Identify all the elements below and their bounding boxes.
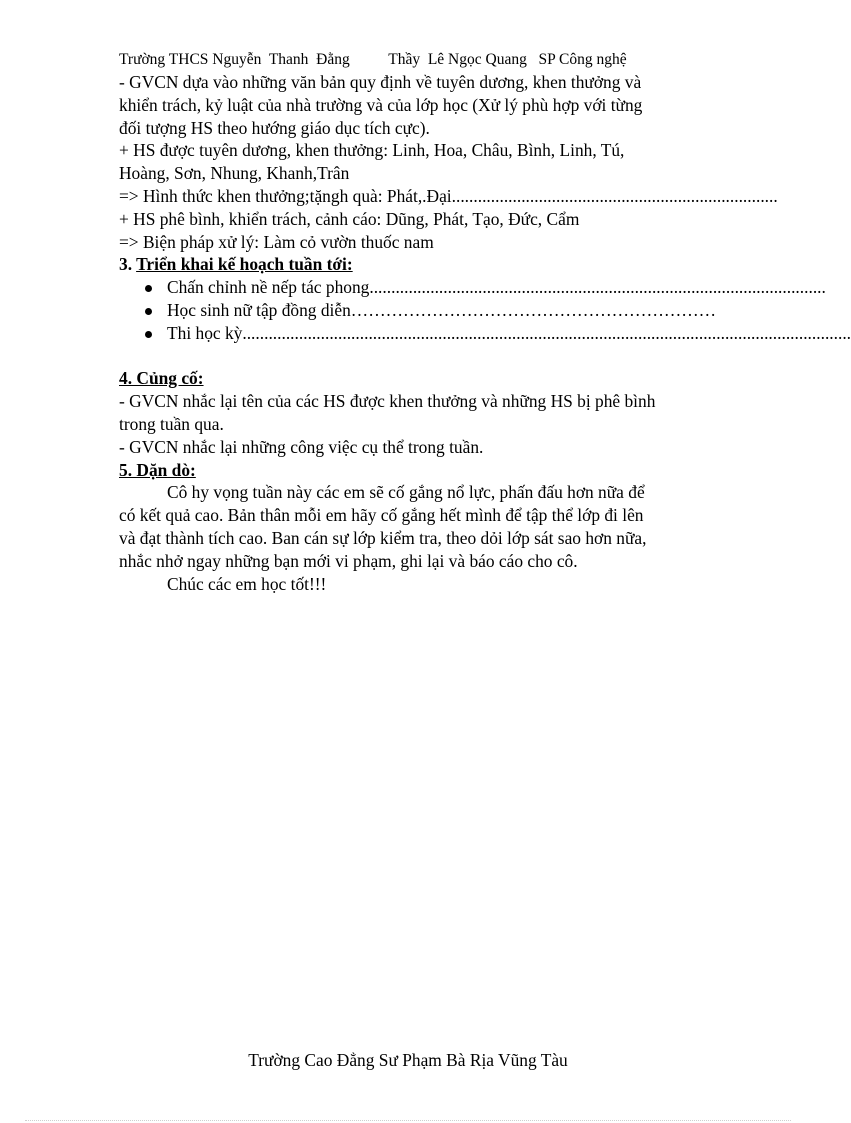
page-edge-divider [25, 1120, 791, 1121]
praised-students-line: + HS được tuyên dương, khen thưởng: Linh, Hoa, Châu, Bình, Linh, Tú, [119, 140, 625, 161]
section-3-number: 3. [119, 254, 133, 275]
plan-item-dots: ......................................................................................................... [369, 277, 826, 298]
instruction-line: có kết quả cao. Bản thân mỗi em hãy cố gắng hết mình để tập thể lớp đi lên [119, 505, 644, 526]
bullet-icon [145, 285, 152, 292]
section-5-heading [119, 459, 719, 482]
praised-students-line: Hoàng, Sơn, Nhung, Khanh,Trân [119, 163, 350, 184]
header-subject: SP Công nghệ [538, 51, 627, 68]
section-3-title: Triển khai kế hoạch tuần tới: [136, 254, 353, 275]
plan-item [119, 299, 719, 322]
review-line: khiển trách, kỷ luật của nhà trường và của lớp học (Xử lý phù hợp với từng [119, 94, 643, 115]
instruction-line: Cô hy vọng tuần này các em sẽ cố gắng nổ lực, phấn đấu hơn nữa để [167, 482, 645, 503]
section-3-heading [119, 253, 719, 276]
consolidation-line: trong tuần qua. [119, 413, 224, 434]
section-4-title: 4. Củng cố: [119, 368, 204, 389]
plan-item-text: Học sinh nữ tập đồng diễn [167, 299, 351, 320]
plan-item-dots: ……………………………………………………… [350, 299, 716, 320]
plan-item-dots: ............................................................................................................................................ [242, 322, 851, 343]
header-school: Trường THCS Nguyễn Thanh Đằng [119, 51, 350, 68]
review-line: - GVCN dựa vào những văn bản quy định về tuyên dương, khen thưởng và [119, 72, 642, 92]
criticized-students-line: + HS phê bình, khiển trách, cảnh cáo: Dũng, Phát, Tạo, Đức, Cẩm [119, 208, 580, 229]
blank-line [119, 345, 719, 368]
bullet-icon [145, 331, 152, 338]
plan-list [119, 276, 851, 344]
plan-item [119, 322, 851, 345]
closing-line: Chúc các em học tốt!!! [167, 573, 327, 594]
instruction-line: nhắc nhở ngay những bạn mới vi phạm, ghi lại và báo cáo cho cô. [119, 550, 578, 571]
bullet-icon [145, 308, 152, 315]
reward-form-line [119, 185, 778, 208]
document-body [119, 71, 851, 595]
instruction-line: và đạt thành tích cao. Ban cán sự lớp kiểm tra, theo dỏi lớp sát sao hơn nữa, [119, 527, 647, 548]
consolidation-line: - GVCN nhắc lại những công việc cụ thể trong tuần. [119, 436, 484, 457]
review-line: đối tượng HS theo hướng giáo dục tích cực). [119, 117, 430, 138]
section-5-title: 5. Dặn dò: [119, 459, 196, 480]
page-footer: Trường Cao Đẳng Sư Phạm Bà Rịa Vũng Tàu [248, 1050, 568, 1070]
plan-item [119, 276, 826, 299]
consolidation-line: - GVCN nhắc lại tên của các HS được khen thưởng và những HS bị phê bình [119, 391, 656, 412]
reward-form-text: => Hình thức khen thưởng;tặngh quà: Phát,.Đại [119, 185, 452, 206]
header-teacher: Thầy Lê Ngọc Quang [388, 51, 527, 68]
punishment-line: => Biện pháp xử lý: Làm cỏ vườn thuốc nam [119, 231, 434, 252]
section-4-heading [119, 367, 719, 390]
plan-item-text: Chấn chỉnh nề nếp tác phong [167, 277, 370, 298]
plan-item-text: Thi học kỳ [167, 322, 243, 343]
page-header [119, 51, 627, 69]
reward-form-dots: ........................................................................... [451, 185, 778, 206]
